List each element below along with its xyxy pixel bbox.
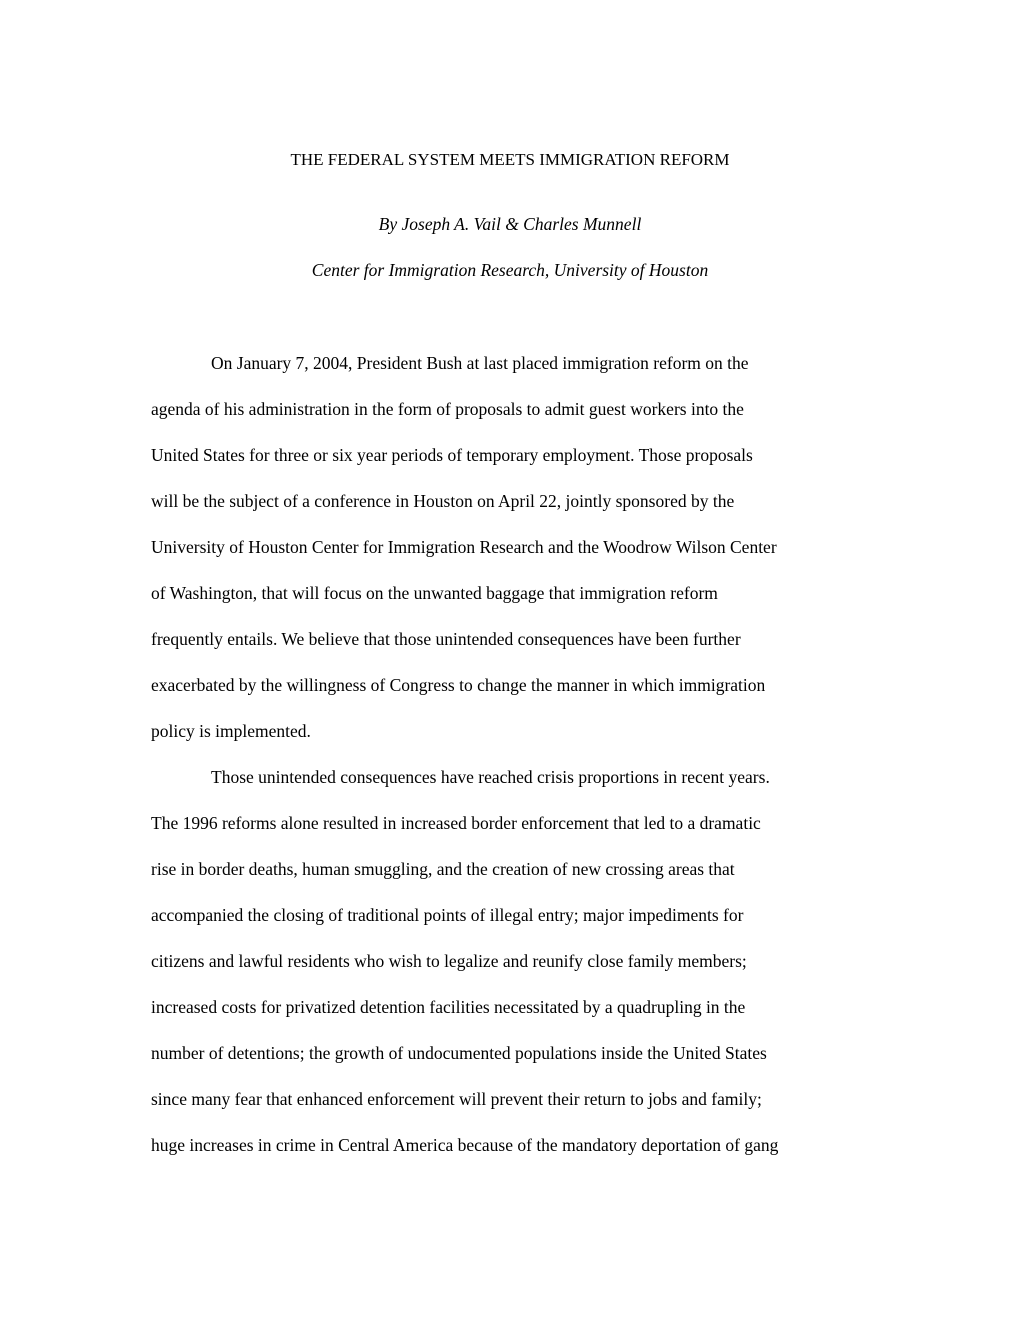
- text-line: rise in border deaths, human smuggling, and the creation of new crossing areas that: [151, 859, 735, 879]
- text-line: policy is implemented.: [151, 721, 311, 741]
- text-line: frequently entails. We believe that those unintended consequences have been further: [151, 629, 741, 649]
- text-line: On January 7, 2004, President Bush at last placed immigration reform on the: [211, 353, 749, 373]
- text-line: increased costs for privatized detention facilities necessitated by a quadrupling in the: [151, 997, 746, 1017]
- author-affiliation: Center for Immigration Research, University of Houston: [311, 260, 709, 280]
- text-line: number of detentions; the growth of undocumented populations inside the United States: [151, 1043, 767, 1063]
- text-line: since many fear that enhanced enforcement will prevent their return to jobs and family;: [151, 1089, 762, 1109]
- text-line: agenda of his administration in the form of proposals to admit guest workers into the: [151, 399, 744, 419]
- text-line: The 1996 reforms alone resulted in increased border enforcement that led to a dramatic: [151, 813, 761, 833]
- page-title: THE FEDERAL SYSTEM MEETS IMMIGRATION REFORM: [290, 150, 730, 169]
- text-line: United States for three or six year periods of temporary employment. Those proposals: [151, 445, 753, 465]
- text-line: University of Houston Center for Immigration Research and the Woodrow Wilson Center: [151, 537, 777, 557]
- authors-byline: By Joseph A. Vail & Charles Munnell: [378, 214, 642, 234]
- text-line: will be the subject of a conference in Houston on April 22, jointly sponsored by the: [151, 491, 735, 511]
- text-line: of Washington, that will focus on the unwanted baggage that immigration reform: [151, 583, 718, 603]
- text-line: Those unintended consequences have reached crisis proportions in recent years.: [211, 767, 770, 787]
- text-line: exacerbated by the willingness of Congress to change the manner in which immigration: [151, 675, 766, 695]
- text-line: citizens and lawful residents who wish to legalize and reunify close family members;: [151, 951, 747, 971]
- text-line: huge increases in crime in Central America because of the mandatory deportation of gang: [151, 1135, 779, 1155]
- text-line: accompanied the closing of traditional points of illegal entry; major impediments for: [151, 905, 744, 925]
